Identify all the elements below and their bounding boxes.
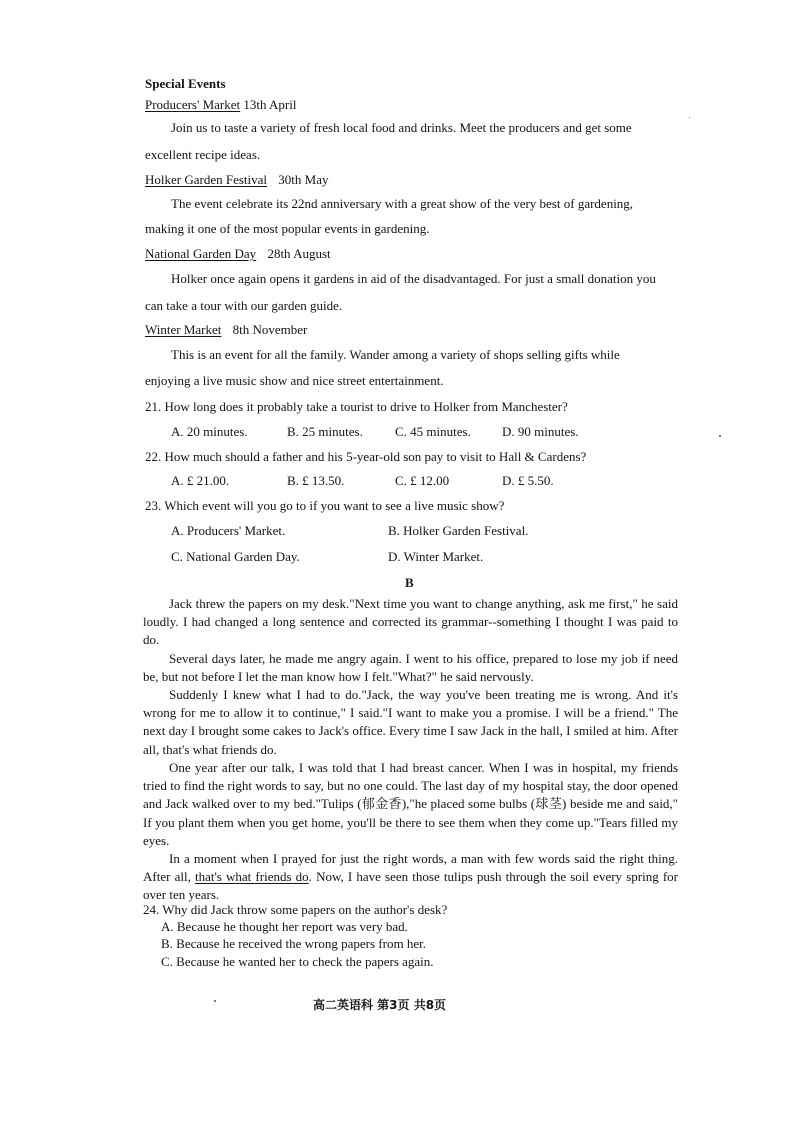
- answer-option: B. 25 minutes.: [287, 424, 363, 439]
- answer-option: B. Because he received the wrong papers from her.: [161, 936, 426, 951]
- event-description: can take a tour with our garden guide.: [145, 298, 343, 313]
- event-description: Holker once again opens it gardens in aid of the disadvantaged. For just a small donation you: [171, 271, 656, 286]
- question-stem: 23. Which event will you go to if you want to see a live music show?: [145, 498, 505, 513]
- event-name: National Garden Day: [145, 246, 257, 261]
- answer-option: A. 20 minutes.: [171, 424, 248, 439]
- section-heading: Special Events: [145, 76, 226, 91]
- passage-paragraph: Jack threw the papers on my desk."Next time you want to change anything, ask me first," he said loudly. I had changed a long sentence and corrected its grammar--something I thought I was paid to do.: [143, 596, 678, 648]
- event-description: making it one of the most popular events in gardening.: [145, 221, 430, 236]
- event-title: [145, 246, 331, 262]
- passage-text: . Now, I have seen those tulips push through the soil every spring for over ten years.: [143, 869, 678, 903]
- scan-speck: [719, 435, 721, 437]
- answer-option: A. Producers' Market.: [171, 523, 286, 538]
- event-title: [145, 172, 328, 188]
- passage-paragraph: Several days later, he made me angry again. I went to his office, prepared to lose my job if need be, but not before I let the man know how I felt."What?" he said nervously.: [143, 651, 678, 685]
- event-description: Join us to taste a variety of fresh local food and drinks. Meet the producers and get some: [171, 120, 632, 135]
- event-description: enjoying a live music show and nice street entertainment.: [145, 373, 444, 388]
- question-stem: 22. How much should a father and his 5-year-old son pay to visit to Hall & Cardens?: [145, 449, 587, 464]
- event-description: excellent recipe ideas.: [145, 147, 261, 162]
- answer-option: B. Holker Garden Festival.: [388, 523, 529, 538]
- passage-paragraph: [143, 850, 678, 905]
- event-name: Producers' Market: [145, 97, 241, 112]
- passage-paragraph: One year after our talk, I was told that I had breast cancer. When I was in hospital, my friends tried to find the right words to say, but no one could. The last day of my hospital stay, the door opened and Jack walked over to my bed."Tulips (郁金香),"he placed some bulbs (球茎) beside me and said," If you plant them when you get home, you'll be there to see them when they come up."Tears filled my eyes.: [143, 760, 678, 848]
- answer-option: C. £ 12.00: [395, 473, 450, 488]
- answer-option: C. 45 minutes.: [395, 424, 471, 439]
- event-date: 8th November: [232, 322, 308, 337]
- passage-text: In a moment when I prayed for just the right words, a man with few words said the right thing. After all,: [143, 851, 678, 885]
- answer-option: C. Because he wanted her to check the papers again.: [161, 954, 434, 969]
- answer-option: A. £ 21.00.: [171, 473, 230, 488]
- answer-option: D. 90 minutes.: [502, 424, 579, 439]
- passage-paragraph: Suddenly I knew what I had to do."Jack, the way you've been treating me is wrong. And it's wrong for me to allow it to continue," I said."I want to make you a promise. I will be a friend." The next day I brought some cakes to Jack's office. Every time I saw Jack in the hall, I smiled at him. After all, that's what friends do.: [143, 687, 678, 757]
- event-description: This is an event for all the family. Wander among a variety of shops selling gifts while: [171, 347, 620, 362]
- scan-speck: [214, 1000, 216, 1002]
- scan-speck: [689, 117, 690, 118]
- event-title: [145, 322, 307, 338]
- event-date: 13th April: [243, 97, 297, 112]
- event-title: [145, 97, 296, 113]
- underlined-phrase: that's what friends do: [194, 869, 309, 885]
- event-name: Holker Garden Festival: [145, 172, 268, 187]
- event-date: 28th August: [267, 246, 331, 261]
- section-label: B: [405, 575, 414, 590]
- answer-option: C. National Garden Day.: [171, 549, 300, 564]
- answer-option: D. Winter Market.: [388, 549, 484, 564]
- page-footer: 高二英语科 第3页 共8页: [313, 998, 447, 1012]
- answer-option: A. Because he thought her report was very bad.: [161, 919, 408, 934]
- question-stem: 24. Why did Jack throw some papers on the author's desk?: [143, 902, 448, 917]
- event-date: 30th May: [278, 172, 329, 187]
- event-description: The event celebrate its 22nd anniversary with a great show of the very best of gardening,: [171, 196, 634, 211]
- answer-option: D. £ 5.50.: [502, 473, 554, 488]
- event-name: Winter Market: [145, 322, 222, 337]
- question-stem: 21. How long does it probably take a tourist to drive to Holker from Manchester?: [145, 399, 568, 414]
- answer-option: B. £ 13.50.: [287, 473, 345, 488]
